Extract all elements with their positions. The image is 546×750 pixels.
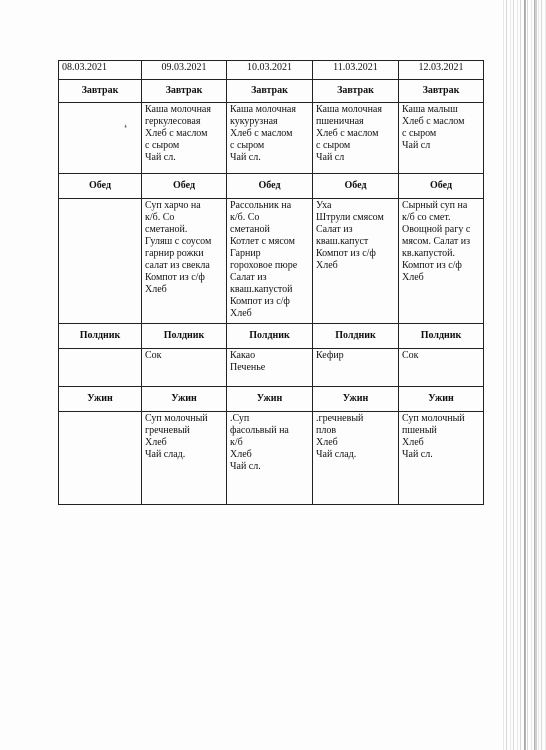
menu-cell: Сырный суп на к/б со смет. Овощной рагу с мясом. Салат из кв.капустой. Компот из с/ф Хлеб [399, 199, 484, 324]
meal-label: Полдник [142, 324, 227, 349]
date-cell: 11.03.2021 [313, 61, 399, 80]
meal-label: Обед [59, 174, 142, 199]
meal-label: Ужин [59, 387, 142, 412]
date-cell: 10.03.2021 [227, 61, 313, 80]
dinner-label-row [59, 387, 484, 412]
meal-label: Ужин [399, 387, 484, 412]
meal-label: Полдник [59, 324, 142, 349]
menu-cell: Уха Штрули смясом Салат из кваш.капуст Компот из с/ф Хлеб [313, 199, 399, 324]
lunch-content-row [59, 199, 484, 324]
menu-cell: Каша молочная геркулесовая Хлеб с маслом с сыром Чай сл. [142, 103, 227, 174]
dinner-content-row [59, 412, 484, 505]
meal-label: Завтрак [59, 80, 142, 103]
date-cell: 08.03.2021 [59, 61, 142, 80]
menu-cell: Рассольник на к/б. Со сметаной Котлет с мясом Гарнир гороховое пюре Салат из кваш.капустой Компот из с/ф Хлеб [227, 199, 313, 324]
menu-cell [59, 349, 142, 387]
menu-cell: Суп молочный гречневый Хлеб Чай слад. [142, 412, 227, 505]
menu-cell: Суп харчо на к/б. Со сметаной. Гуляш с соусом гарнир рожки салат из свекла Компот из с/ф Хлеб [142, 199, 227, 324]
menu-cell: Какао Печенье [227, 349, 313, 387]
meal-label: Обед [227, 174, 313, 199]
meal-label: Полдник [313, 324, 399, 349]
menu-cell [59, 199, 142, 324]
meal-label: Ужин [142, 387, 227, 412]
menu-cell: .Суп фасольвый на к/б Хлеб Чай сл. [227, 412, 313, 505]
snack-content-row [59, 349, 484, 387]
meal-label: Обед [399, 174, 484, 199]
menu-cell: Каша малыш Хлеб с маслом с сыром Чай сл [399, 103, 484, 174]
menu-cell: .гречневый плов Хлеб Чай слад. [313, 412, 399, 505]
menu-cell: Каша молочная пшеничная Хлеб с маслом с сыром Чай сл [313, 103, 399, 174]
date-cell: 09.03.2021 [142, 61, 227, 80]
menu-cell [59, 103, 142, 174]
meal-label: Завтрак [399, 80, 484, 103]
meal-label: Завтрак [227, 80, 313, 103]
menu-cell: Суп молочный пшеный Хлеб Чай сл. [399, 412, 484, 505]
lunch-label-row [59, 174, 484, 199]
menu-cell [59, 412, 142, 505]
meal-label: Ужин [313, 387, 399, 412]
dates-row [59, 61, 484, 80]
meal-label: Полдник [399, 324, 484, 349]
breakfast-content-row [59, 103, 484, 174]
breakfast-label-row [59, 80, 484, 103]
menu-cell: Сок [142, 349, 227, 387]
snack-label-row [59, 324, 484, 349]
menu-cell: Каша молочная кукурузная Хлеб с маслом с сыром Чай сл. [227, 103, 313, 174]
meal-label: Полдник [227, 324, 313, 349]
scan-speck: ❛ [124, 123, 127, 133]
meal-label: Ужин [227, 387, 313, 412]
meal-label: Обед [313, 174, 399, 199]
meal-label: Завтрак [313, 80, 399, 103]
menu-cell: Кефир [313, 349, 399, 387]
menu-cell: Сок [399, 349, 484, 387]
menu-table [58, 60, 484, 505]
meal-label: Завтрак [142, 80, 227, 103]
scanner-edge-artifact [500, 0, 546, 750]
date-cell: 12.03.2021 [399, 61, 484, 80]
meal-label: Обед [142, 174, 227, 199]
